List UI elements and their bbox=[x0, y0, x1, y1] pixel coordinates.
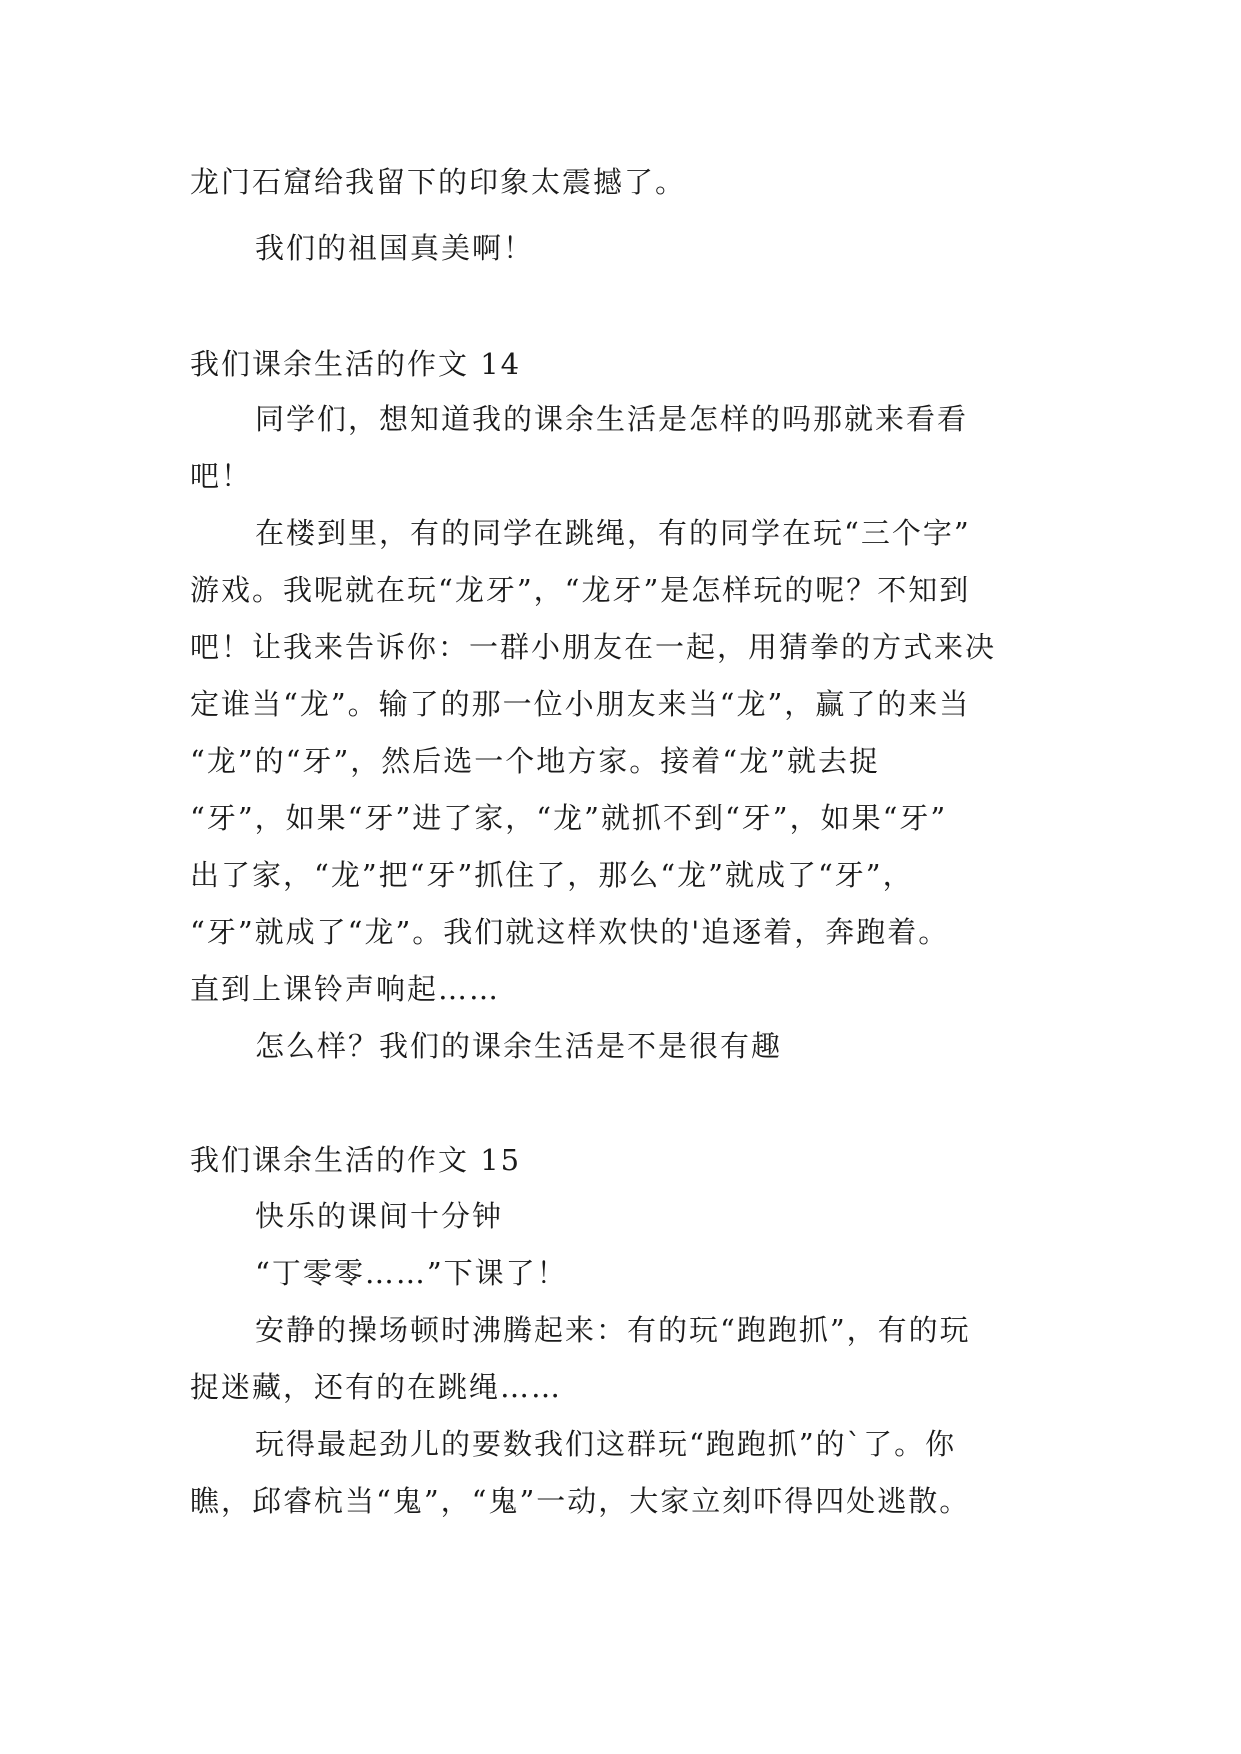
paragraph-line: 出了家，“龙”把“牙”抓住了，那么“龙”就成了“牙”， bbox=[190, 858, 914, 892]
paragraph-line: “丁零零……”下课了！ bbox=[255, 1256, 568, 1290]
paragraph-line: 怎么样？我们的课余生活是不是很有趣 bbox=[255, 1029, 783, 1063]
paragraph-line: 吧！ bbox=[190, 459, 253, 493]
paragraph-line: 玩得最起劲儿的要数我们这群玩“跑跑抓”的`了。你 bbox=[255, 1427, 957, 1461]
paragraph-line: 直到上课铃声响起…… bbox=[190, 972, 501, 1006]
paragraph-line: 安静的操场顿时沸腾起来：有的玩“跑跑抓”，有的玩 bbox=[255, 1313, 971, 1347]
paragraph-line: 捉迷藏，还有的在跳绳…… bbox=[190, 1370, 563, 1404]
paragraph-line: “龙”的“牙”，然后选一个地方家。接着“龙”就去捉 bbox=[190, 744, 880, 778]
paragraph-line: 我们的祖国真美啊！ bbox=[255, 231, 535, 265]
paragraph-line: “牙”，如果“牙”进了家，“龙”就抓不到“牙”，如果“牙” bbox=[190, 801, 948, 835]
paragraph-line: 瞧，邱睿杭当“鬼”，“鬼”一动，大家立刻吓得四处逃散。 bbox=[190, 1484, 971, 1518]
paragraph-line: 在楼到里，有的同学在跳绳，有的同学在玩“三个字” bbox=[255, 516, 971, 550]
paragraph-line: “牙”就成了“龙”。我们就这样欢快的'追逐着，奔跑着。 bbox=[190, 915, 950, 949]
paragraph-line: 定谁当“龙”。输了的那一位小朋友来当“龙”，赢了的来当 bbox=[190, 687, 971, 721]
paragraph-line: 龙门石窟给我留下的印象太震撼了。 bbox=[190, 165, 687, 199]
section-heading: 我们课余生活的作文 15 bbox=[190, 1143, 522, 1177]
section-heading: 我们课余生活的作文 14 bbox=[190, 347, 522, 381]
paragraph-line: 游戏。我呢就在玩“龙牙”，“龙牙”是怎样玩的呢？不知到 bbox=[190, 573, 971, 607]
paragraph-line: 同学们，想知道我的课余生活是怎样的吗那就来看看 bbox=[255, 402, 969, 436]
paragraph-line: 吧！让我来告诉你：一群小朋友在一起，用猜拳的方式来决 bbox=[190, 630, 997, 664]
paragraph-line: 快乐的课间十分钟 bbox=[255, 1199, 504, 1233]
